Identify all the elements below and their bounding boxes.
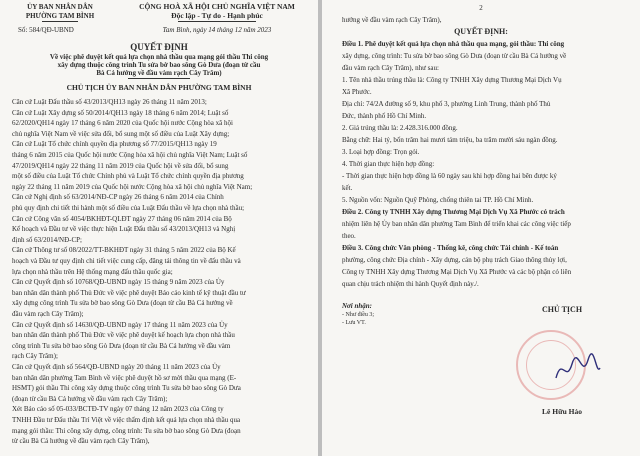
carryover-line: hướng về đầu vàm rạch Cây Trâm), xyxy=(342,16,442,24)
decision-heading: QUYẾT ĐỊNH: xyxy=(454,27,508,36)
body-line: Điều 3. Công chức Văn phòng - Thống kê, công chức Tài chính - Kế toán xyxy=(342,244,559,252)
body-line: 5. Nguồn vốn: Nguồn Quỹ Phòng, chống thiên tai TP. Hồ Chí Minh. xyxy=(342,196,534,204)
body-line: - Thời gian thực hiện hợp đồng là 60 ngày sau khi hợp đồng hai bên được ký xyxy=(342,172,557,180)
recipients-title: Nơi nhận: xyxy=(342,302,373,310)
nation-line2: Độc lập - Tự do - Hạnh phúc xyxy=(171,11,263,20)
nation-line1: CỘNG HOÀ XÃ HỘI CHỦ NGHĨA VIỆT NAM xyxy=(139,2,295,11)
body-line: Địa chỉ: 74/2A đường số 9, khu phố 3, phường Linh Trung, thành phố Thủ xyxy=(342,100,551,108)
body-line: lựa chọn nhà thầu trên Hệ thống mạng đấu thầu quốc gia; xyxy=(12,267,173,276)
decision-subject-1: Về việc phê duyệt kết quả lựa chọn nhà thầu qua mạng gói thầu Thi công xyxy=(49,53,269,61)
body-line: rạch Cây Trâm); xyxy=(12,352,58,361)
agency-divider xyxy=(42,21,78,22)
body-line: đầu vàm rạch Cây Trâm); xyxy=(12,310,84,318)
decision-subject-2: xây dựng thuộc công trình Tu sửa bờ bao sông Gò Dưa (đoạn từ cầu xyxy=(57,61,261,69)
body-line: quan chịu trách nhiệm thi hành Quyết định này./. xyxy=(342,280,479,288)
signature-mark xyxy=(552,350,602,390)
body-line: 4. Thời gian thực hiện hợp đồng: xyxy=(342,160,435,168)
body-line: định số 63/2014/NĐ-CP; xyxy=(12,235,83,244)
body-line: tháng 6 năm 2015 của Quốc hội nước Cộng hòa xã hội chủ nghĩa Việt Nam; Luật số xyxy=(12,151,248,159)
body-line: ban nhân dân thành phố Thủ Đức về việc phê duyệt kế hoạch lựa chọn nhà thầu xyxy=(12,331,235,340)
body-line: xây dựng công trình Tu sửa bờ bao sông Gò Dưa (đoạn từ cầu Bà Cả hướng về xyxy=(12,299,233,308)
recipient-item: - Lưu VT. xyxy=(342,320,366,326)
body-line: Căn cứ Quyết định số 14630/QĐ-UBND ngày 17 tháng 11 năm 2023 của Ủy xyxy=(12,320,228,329)
recipient-item: - Như điều 3; xyxy=(342,312,375,318)
body-line: 2. Giá trúng thầu là: 2.428.316.000 đồng. xyxy=(342,124,458,132)
page-2 xyxy=(322,0,640,456)
body-line: ngày 22 tháng 11 năm 2019 của Quốc hội nước Cộng hòa xã hội chủ nghĩa Việt Nam; xyxy=(12,182,253,191)
body-line: Điều 2. Công ty TNHH Xây dựng Thương Mại Dịch Vụ Xã Phước có trách xyxy=(342,208,565,216)
body-line: phủ quy định chi tiết thi hành một số điều của Luật Đấu thầu về lựa chọn nhà thầu; xyxy=(12,204,245,212)
body-line: TNHH Đầu tư Đấu thầu Trí Việt về việc thẩm định kết quả lựa chọn nhà thầu qua xyxy=(12,416,241,424)
agency-line2: PHƯỜNG TAM BÌNH xyxy=(25,12,95,20)
body-line: Bằng chữ: Hai tỷ, bốn trăm hai mươi tám triệu, ba trăm mười sáu ngàn đồng. xyxy=(342,136,558,144)
agency-line1: ỦY BAN NHÂN DÂN xyxy=(27,3,93,11)
body-line: Xã Phước. xyxy=(342,88,372,96)
place-date: Tam Bình, ngày 14 tháng 12 năm 2023 xyxy=(162,26,272,34)
body-line: xây dựng, công trình: Tu sửa bờ bao sông Gò Dưa (đoạn từ cầu Bà Cả hướng về xyxy=(342,52,567,60)
body-line: 62/2020/QH14 ngày 17 tháng 6 năm 2020 của Quốc hội nước Cộng hòa xã hội xyxy=(12,119,233,128)
body-line: nhiệm liên hệ Ủy ban nhân dân phường Tam Bình để triển khai các công việc tiếp xyxy=(342,220,571,228)
body-line: mạng gói thầu: Thi công xây dựng, công trình: Tu sửa bờ bao sông Gò Dưa (đoạn xyxy=(12,426,241,435)
body-line: Đức, thành phố Hồ Chí Minh. xyxy=(342,112,427,120)
body-line: công trình Tu sửa bờ bao sông Gò Dưa (đoạn từ cầu Bà Cả hướng về đầu vàm xyxy=(12,341,231,350)
page-number: 2 xyxy=(479,4,483,12)
body-line: 1. Tên nhà thầu trúng thầu là: Công ty TNHH Xây dựng Thương Mại Dịch Vụ xyxy=(342,76,562,84)
body-line: Căn cứ Luật Đấu thầu số 43/2013/QH13 ngày 26 tháng 11 năm 2013; xyxy=(12,98,207,106)
body-line: Căn cứ Nghị định số 63/2014/NĐ-CP ngày 26 tháng 6 năm 2014 của Chính xyxy=(12,193,224,202)
body-line: 47/2019/QH14 ngày 22 tháng 11 năm 2019 của Quốc hội về sửa đổi, bổ sung xyxy=(12,161,229,170)
doc-number: Số: 584/QĐ-UBND xyxy=(18,26,74,34)
body-line: Điều 1. Phê duyệt kết quả lựa chọn nhà thầu qua mạng, gói thầu: Thi công xyxy=(342,40,565,48)
subject-divider xyxy=(128,78,190,79)
issuer: CHỦ TỊCH ỦY BAN NHÂN DÂN PHƯỜNG TAM BÌNH xyxy=(66,83,252,92)
signer-title: CHỦ TỊCH xyxy=(541,305,583,314)
page-1 xyxy=(0,0,318,456)
body-line: ban nhân dân phường Tam Bình về việc phê duyệt hồ sơ mời thầu qua mạng (E- xyxy=(12,373,237,382)
body-line: (đoạn từ cầu Bà Cả hướng về đầu vàm rạch Cây Trâm); xyxy=(12,394,168,403)
body-line: ban nhân dân thành phố Thủ Đức về việc phê duyệt Báo cáo kinh tế kỹ thuật đầu tư xyxy=(12,288,246,297)
body-line: 3. Loại hợp đồng: Trọn gói. xyxy=(342,148,420,156)
body-line: Kế hoạch và Đầu tư về việc thực hiện Luật Đấu thầu số 43/2013/QH13 và Nghị xyxy=(12,225,236,234)
signer-name: Lê Hữu Hảo xyxy=(542,407,582,416)
body-line: hoạch và Đầu tư quy định chi tiết việc cung cấp, đăng tải thông tin về đấu thầu và xyxy=(12,257,241,265)
body-line: Công ty TNHH Xây dựng Thương Mại Dịch Vụ Xã Phước và các bộ phận có liên xyxy=(342,268,572,276)
body-line: Căn cứ Quyết định số 10768/QĐ-UBND ngày 15 tháng 9 năm 2023 của Ủy xyxy=(12,278,225,287)
body-line: theo. xyxy=(342,232,356,240)
body-line: chủ nghĩa Việt Nam về việc sửa đổi, bổ sung một số điều của Luật Xây dựng; xyxy=(12,129,230,138)
body-line: từ cầu Bà Cả hướng về đầu vàm rạch Cây Trâm), xyxy=(12,437,150,446)
body-line: đầu vàm rạch Cây Trâm), như sau: xyxy=(342,64,439,72)
decision-title: QUYẾT ĐỊNH xyxy=(130,42,188,52)
body-line: Căn cứ Công văn số 4054/BKHĐT-QLĐT ngày 27 tháng 06 năm 2014 của Bộ xyxy=(12,214,232,223)
body-line: một số điều của Luật Tổ chức Chính phủ và Luật Tổ chức chính quyền địa phương xyxy=(12,172,244,181)
body-line: Căn cứ Luật Xây dựng số 50/2014/QH13 ngày 18 tháng 6 năm 2014; Luật số xyxy=(12,108,229,117)
decision-subject-3: Bà Cả hướng về đầu vàm rạch Cây Trâm) xyxy=(96,69,222,77)
body-line: Căn cứ Luật Tổ chức chính quyền địa phương số 77/2015/QH13 ngày 19 xyxy=(12,140,217,149)
body-line: Căn cứ Quyết định số 564/QĐ-UBND ngày 20 tháng 11 năm 2023 của Ủy xyxy=(12,363,221,371)
body-line: HSMT) gói thầu Thi công xây dựng thuộc công trình Tu sửa bờ bao sông Gò Dưa xyxy=(12,384,241,393)
nation-divider xyxy=(178,21,256,22)
body-line: kết. xyxy=(342,184,353,192)
body-line: phường, công chức Địa chính - Xây dựng, cán bộ phụ trách Giao thông thủy lợi, xyxy=(342,256,567,264)
body-line: Căn cứ Thông tư số 08/2022/TT-BKHĐT ngày 31 tháng 5 năm 2022 của Bộ Kế xyxy=(12,246,236,255)
body-line: Xét Báo cáo số 05-033/BCTĐ-TV ngày 07 tháng 12 năm 2023 của Công ty xyxy=(12,405,224,414)
